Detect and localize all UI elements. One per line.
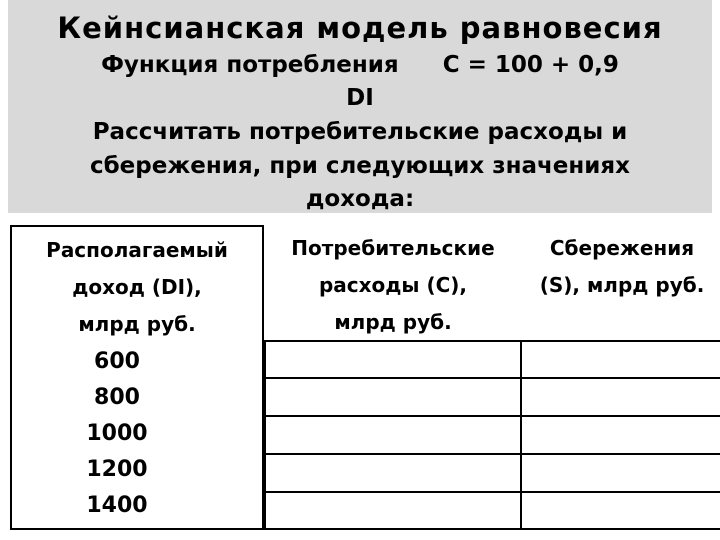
- formula-continuation: DI: [346, 85, 374, 111]
- slide-title: Кейнсианская модель равновесия: [57, 11, 663, 45]
- header-savings-line-1: Сбережения: [549, 236, 695, 260]
- slide-header: [8, 0, 712, 213]
- savings-cell[interactable]: [522, 455, 720, 493]
- savings-cell[interactable]: [522, 379, 720, 417]
- consumption-function-label: Функция потребления: [101, 52, 399, 78]
- header-income-line-1: Располагаемый: [46, 238, 228, 262]
- income-value: 1000: [86, 421, 148, 446]
- task-text-line-2: сбережения, при следующих значениях: [89, 153, 630, 179]
- income-value: 600: [94, 349, 140, 374]
- task-text-line-3: дохода:: [305, 186, 415, 212]
- income-value: 800: [94, 385, 140, 410]
- header-consumption-line-1: Потребительские: [291, 236, 495, 260]
- header-income-line-2: доход (DI),: [72, 275, 202, 299]
- savings-cell[interactable]: [522, 340, 720, 379]
- consumption-function-line: [8, 50, 712, 80]
- header-consumption: [264, 225, 522, 340]
- income-value: 1400: [86, 493, 148, 518]
- savings-cell[interactable]: [522, 493, 720, 530]
- consumption-cell[interactable]: [264, 340, 522, 379]
- consumption-cell[interactable]: [264, 417, 522, 455]
- consumption-cell[interactable]: [264, 379, 522, 417]
- calculation-table: [10, 225, 720, 530]
- consumption-cell[interactable]: [264, 493, 522, 530]
- header-consumption-line-3: млрд руб.: [334, 310, 452, 334]
- header-disposable-income: [10, 225, 264, 340]
- consumption-formula: C = 100 + 0,9: [442, 52, 619, 78]
- header-consumption-line-2: расходы (C),: [318, 273, 468, 297]
- income-column: [10, 340, 264, 530]
- savings-cell[interactable]: [522, 417, 720, 455]
- consumption-cell[interactable]: [264, 455, 522, 493]
- header-savings-line-2: (S), млрд руб.: [539, 273, 705, 297]
- income-value: 1200: [86, 457, 148, 482]
- task-text-line-1: Рассчитать потребительские расходы и: [92, 119, 628, 145]
- header-income-line-3: млрд руб.: [78, 312, 196, 336]
- header-savings: [522, 225, 720, 340]
